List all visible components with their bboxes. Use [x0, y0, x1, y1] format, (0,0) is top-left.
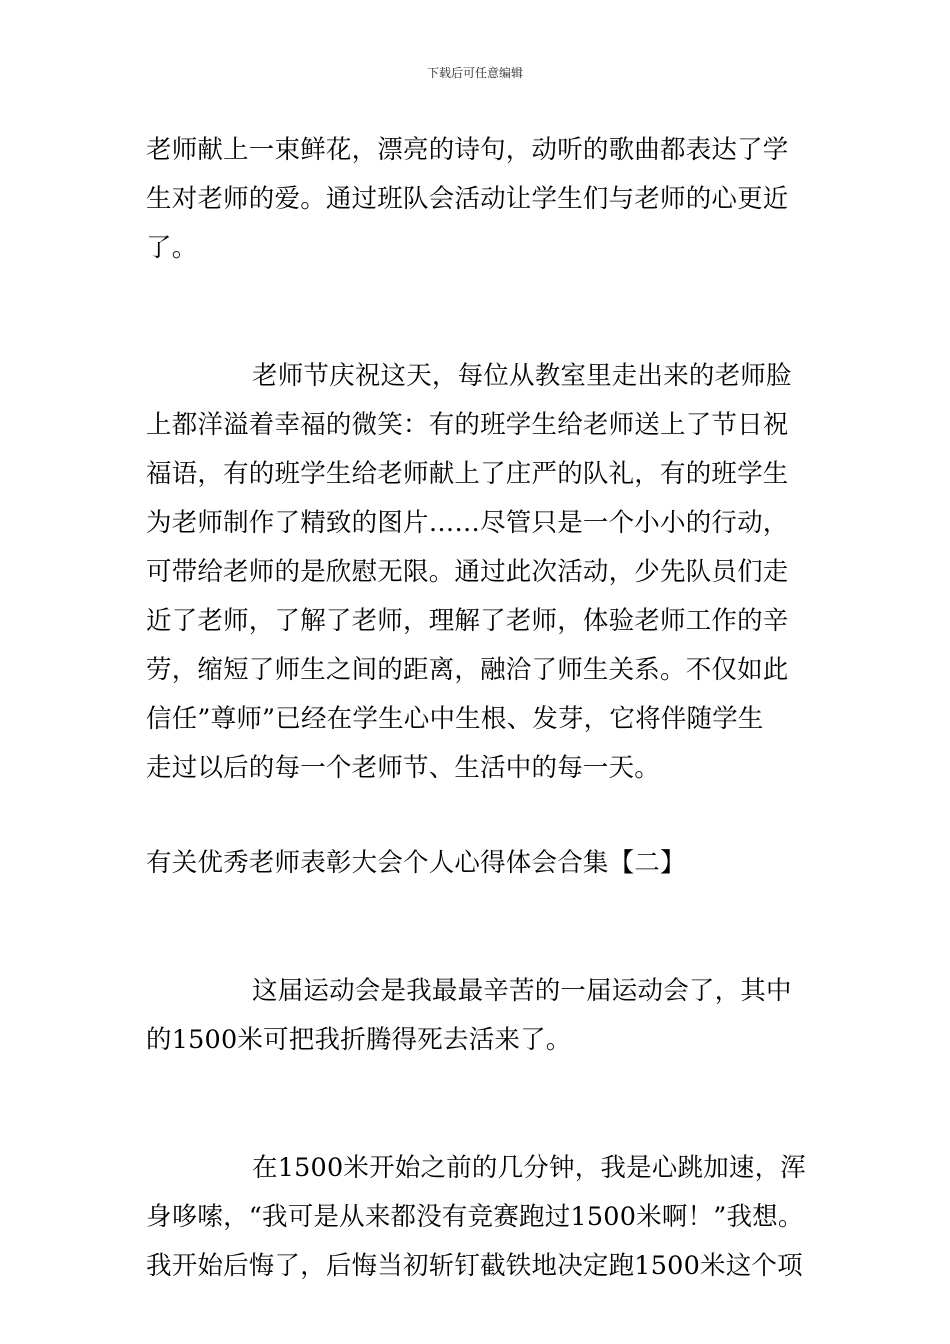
paragraph-1500m [146, 1144, 826, 1291]
text-line: 为老师制作了精致的图片……尽管只是一个小小的行动， [146, 508, 789, 538]
text-line: 走过以后的每一个老师节、生活中的每一天。 [146, 753, 661, 783]
text-line: 老师献上一束鲜花，漂亮的诗句，动听的歌曲都表达了学 [146, 135, 789, 165]
text-line: 上都洋溢着幸福的微笑：有的班学生给老师送上了节日祝 [146, 410, 789, 440]
text-line: 我开始后悔了，后悔当初斩钉截铁地决定跑1500米这个项 [146, 1251, 803, 1281]
text-line: 这届运动会是我最最辛苦的一届运动会了，其中 [252, 976, 792, 1006]
text-line: 了。 [146, 233, 198, 263]
text-line: 劳，缩短了师生之间的距离，融洽了师生关系。不仅如此 [146, 655, 789, 685]
text-line: 福语，有的班学生给老师献上了庄严的队礼，有的班学生 [146, 459, 789, 489]
text-line: 的1500米可把我折腾得死去活来了。 [146, 1025, 572, 1055]
section-title: 有关优秀老师表彰大会个人心得体会合集【二】 [146, 848, 686, 878]
paragraph-teachers-day [146, 352, 826, 793]
text-line: 老师节庆祝这天，每位从教室里走出来的老师脸 [252, 361, 792, 391]
text-line: 生对老师的爱。通过班队会活动让学生们与老师的心更近 [146, 184, 789, 214]
page-header-note: 下载后可任意编辑 [426, 66, 523, 80]
document-body [146, 126, 826, 1291]
text-line: 在1500米开始之前的几分钟，我是心跳加速，浑 [252, 1153, 806, 1183]
paragraph-flowers [146, 126, 826, 273]
section-heading [146, 839, 826, 888]
text-line: 身哆嗦，“我可是从来都没有竞赛跑过1500米啊！”我想。 [146, 1202, 804, 1232]
text-line: 可带给老师的是欣慰无限。通过此次活动，少先队员们走 [146, 557, 789, 587]
text-line: 信任”尊师”已经在学生心中生根、发芽，它将伴随学生 [146, 704, 764, 734]
text-line: 近了老师，了解了老师，理解了老师，体验老师工作的辛 [146, 606, 789, 636]
paragraph-sports-meet [146, 967, 826, 1065]
